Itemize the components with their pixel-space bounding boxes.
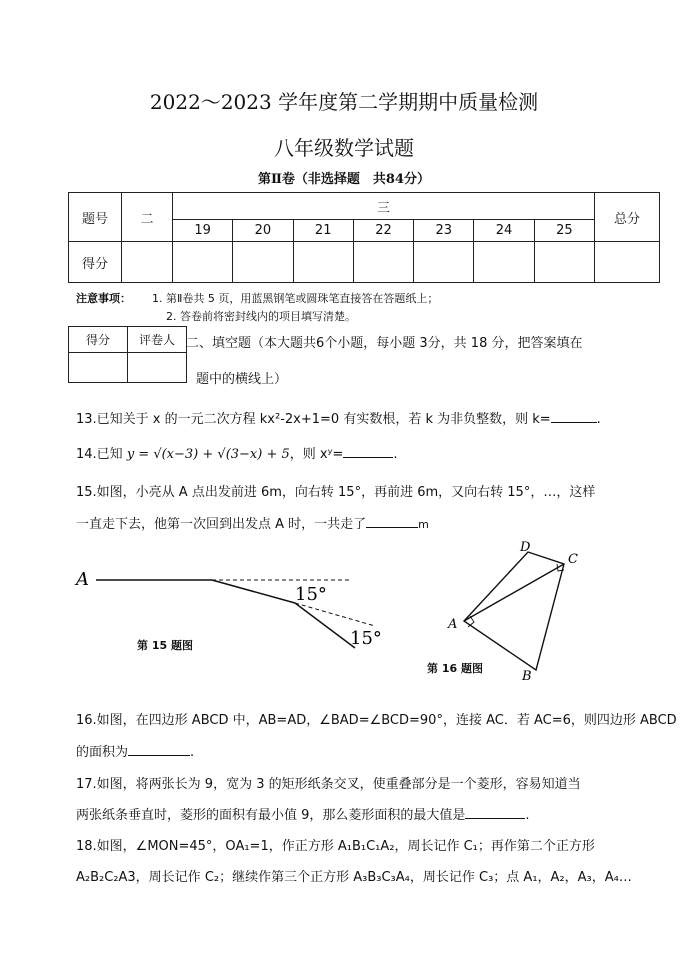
question-16-text: 的面积为 — [76, 745, 129, 760]
grader-box — [68, 326, 187, 383]
unit-label: m — [418, 518, 429, 531]
fig16-quadrilateral — [464, 552, 564, 670]
part-three-label: 三 — [173, 193, 595, 220]
question-number: 20 — [233, 220, 293, 242]
fig15-angle-2: 15° — [350, 628, 382, 649]
grader-name-cell[interactable] — [128, 353, 187, 383]
figure-15-caption: 第 15 题图 — [137, 639, 193, 652]
question-14-lead: 14.已知 — [76, 447, 123, 462]
fig16-diagonal-ac — [464, 564, 564, 621]
grader-score-cell[interactable] — [69, 353, 128, 383]
fig15-angle-1: 15° — [295, 584, 327, 605]
question-14-tail: ，则 xʸ= — [289, 447, 344, 462]
section-two-heading: 二、填空题（本大题共6个小题，每小题 3分，共 18 分，把答案填在 — [186, 336, 583, 351]
fig16-label-c: C — [568, 552, 578, 567]
question-18-line-1: 18.如图，∠MON=45°，OA₁=1，作正方形 A₁B₁C₁A₂，周长记作 C₁；再作第二个正方形 — [76, 839, 595, 854]
score-cell[interactable] — [595, 242, 660, 283]
question-14: 14.已知 y = √(x−3) + √(3−x) + 5，则 xʸ= . — [76, 447, 398, 462]
answer-blank[interactable] — [343, 445, 393, 458]
section-heading: 第Ⅱ卷（非选择题 共84分） — [257, 172, 431, 187]
score-cell[interactable] — [122, 242, 173, 283]
fig15-extension-2 — [295, 603, 375, 626]
score-cell[interactable] — [293, 242, 353, 283]
question-number-label: 题号 — [69, 193, 122, 242]
fig16-label-a: A — [448, 617, 458, 632]
question-15-line-2 — [76, 513, 429, 532]
score-cell[interactable] — [414, 242, 474, 283]
question-14-formula: y = √(x−3) + √(3−x) + 5 — [126, 447, 290, 462]
answer-blank[interactable] — [465, 806, 525, 819]
answer-blank[interactable] — [366, 515, 418, 528]
question-17-line-2: 两张纸条垂直时，菱形的面积有最小值 9，那么菱形面积的最大值是 . — [76, 808, 530, 823]
fig15-segment-2 — [212, 580, 295, 603]
fig16-label-d: D — [520, 540, 531, 555]
grader-score-label: 得分 — [69, 327, 128, 353]
part-two-label: 二 — [122, 193, 173, 242]
fig16-label-b: B — [522, 669, 532, 684]
score-table — [68, 192, 660, 283]
answer-blank[interactable] — [128, 743, 190, 756]
fig15-label-a: A — [76, 569, 89, 590]
question-15-line-1: 15.如图，小亮从 A 点出发前进 6m，向右转 15°，再前进 6m，又向右转 15°，…，这样 — [76, 485, 596, 500]
question-17-text: 两张纸条垂直时，菱形的面积有最小值 9，那么菱形面积的最大值是 — [76, 808, 466, 823]
grader-name-label: 评卷人 — [128, 327, 187, 353]
notice-line-2: 2. 答卷前将密封线内的项目填写清楚。 — [166, 310, 356, 323]
question-number: 23 — [414, 220, 474, 242]
score-cell[interactable] — [474, 242, 534, 283]
figure-15 — [70, 560, 400, 660]
figure-16-caption: 第 16 题图 — [427, 662, 483, 675]
question-13: 13.已知关于 x 的一元二次方程 kx²-2x+1=0 有实数根，若 k 为非负整数，则 k= . — [76, 412, 601, 427]
notice-label: 注意事项： — [76, 292, 131, 305]
question-number: 24 — [474, 220, 534, 242]
score-row-label: 得分 — [69, 242, 122, 283]
section-two-heading-cont: 题中的横线上） — [196, 372, 288, 387]
notice-line-1: 1. 第Ⅱ卷共 5 页，用蓝黑钢笔或圆珠笔直接答在答题纸上； — [152, 292, 439, 305]
question-16-line-1: 16.如图，在四边形 ABCD 中，AB=AD，∠BAD=∠BCD=90°，连接 AC．若 AC=6，则四边形 ABCD — [76, 713, 677, 728]
total-label: 总分 — [595, 193, 660, 242]
score-cell[interactable] — [233, 242, 293, 283]
fig15-segment-3 — [295, 603, 355, 648]
exam-subtitle: 八年级数学试题 — [274, 136, 414, 160]
answer-blank[interactable] — [551, 410, 597, 423]
question-number: 25 — [534, 220, 594, 242]
question-number: 22 — [353, 220, 413, 242]
question-17-line-1: 17.如图，将两张长为 9，宽为 3 的矩形纸条交叉，使重叠部分是一个菱形，容易知道当 — [76, 777, 581, 792]
question-15-text: 一直走下去，他第一次回到出发点 A 时，一共走了 — [76, 517, 367, 532]
question-16-line-2: 的面积为 . — [76, 745, 195, 760]
question-18-line-2: A₂B₂C₂A3，周长记作 C₂；继续作第三个正方形 A₃B₃C₃A₄，周长记作 C₃；点 A₁，A₂，A₃，A₄… — [76, 870, 632, 885]
score-cell[interactable] — [173, 242, 233, 283]
question-number: 19 — [173, 220, 233, 242]
question-13-text: 13.已知关于 x 的一元二次方程 kx²-2x+1=0 有实数根，若 k 为非负整数，则 k= — [76, 412, 551, 427]
exam-title: 2022～2023 学年度第二学期期中质量检测 — [149, 90, 539, 114]
score-cell[interactable] — [534, 242, 594, 283]
score-cell[interactable] — [353, 242, 413, 283]
question-number: 21 — [293, 220, 353, 242]
